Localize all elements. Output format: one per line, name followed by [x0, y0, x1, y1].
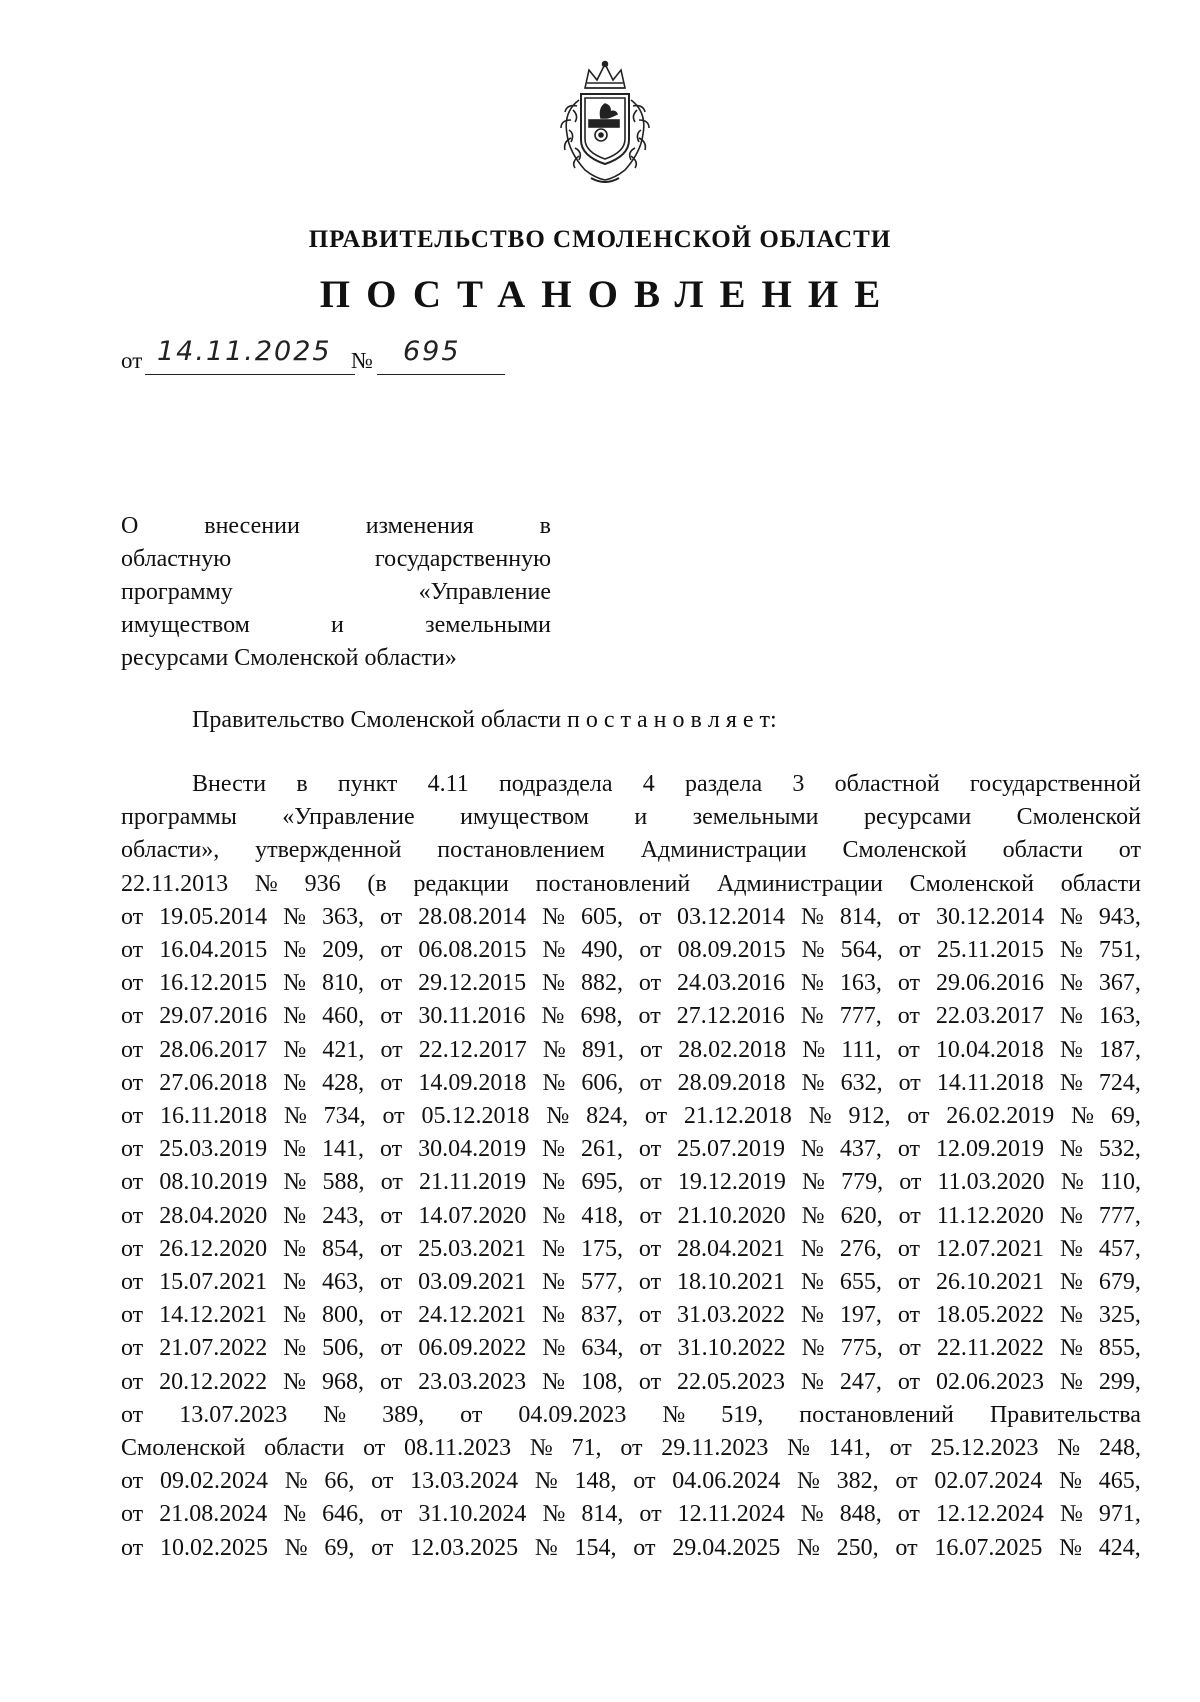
- subject-line: [121, 576, 551, 609]
- resolves-clause: Правительство Смоленской области п о с т а н о в л я е т:: [192, 707, 777, 733]
- number-underline: [377, 374, 505, 375]
- date-label: от: [121, 348, 143, 373]
- subject-word: земельными: [425, 612, 551, 638]
- subject-word: внесении: [204, 513, 300, 539]
- body-line: от 16.04.2015 № 209, от 06.08.2015 № 490, от 08.09.2015 № 564, от 25.11.2015 № 751,: [121, 937, 1141, 964]
- body-line: от 15.07.2021 № 463, от 03.09.2021 № 577, от 18.10.2021 № 655, от 26.10.2021 № 679,: [121, 1269, 1141, 1296]
- subject-word: «Управление: [418, 579, 551, 605]
- body-line: Внести в пункт 4.11 подраздела 4 раздела 3 областной государственной: [192, 771, 1141, 797]
- subject-word: государственную: [374, 546, 551, 572]
- body-line: от 27.06.2018 № 428, от 14.09.2018 № 606, от 28.09.2018 № 632, от 14.11.2018 № 724,: [121, 1069, 1141, 1096]
- subject-word: в: [539, 513, 551, 539]
- body-line: области», утвержденной постановлением Администрации Смоленской области от: [121, 837, 1141, 864]
- handwritten-number: 695: [403, 336, 461, 367]
- body-line: программы «Управление имуществом и земельными ресурсами Смоленской: [121, 804, 1141, 831]
- body-line: 22.11.2013 № 936 (в редакции постановлений Администрации Смоленской области: [121, 870, 1141, 897]
- body-line: от 28.04.2020 № 243, от 14.07.2020 № 418, от 21.10.2020 № 620, от 11.12.2020 № 777,: [121, 1202, 1141, 1229]
- body-line: от 29.07.2016 № 460, от 30.11.2016 № 698, от 27.12.2016 № 777, от 22.03.2017 № 163,: [121, 1003, 1141, 1030]
- subject-line: [121, 609, 551, 642]
- subject-word: имуществом: [121, 612, 250, 638]
- body-line: от 08.10.2019 № 588, от 21.11.2019 № 695, от 19.12.2019 № 779, от 11.03.2020 № 110,: [121, 1169, 1141, 1196]
- body-line: от 21.08.2024 № 646, от 31.10.2024 № 814, от 12.11.2024 № 848, от 12.12.2024 № 971,: [121, 1501, 1141, 1528]
- body-line: от 09.02.2024 № 66, от 13.03.2024 № 148, от 04.06.2024 № 382, от 02.07.2024 № 465,: [121, 1468, 1141, 1495]
- number-label: №: [351, 348, 373, 373]
- body-line: от 26.12.2020 № 854, от 25.03.2021 № 175, от 28.04.2021 № 276, от 12.07.2021 № 457,: [121, 1235, 1141, 1262]
- body-line: от 14.12.2021 № 800, от 24.12.2021 № 837, от 31.03.2022 № 197, от 18.05.2022 № 325,: [121, 1302, 1141, 1329]
- body-line: от 28.06.2017 № 421, от 22.12.2017 № 891, от 28.02.2018 № 111, от 10.04.2018 № 187,: [121, 1036, 1141, 1063]
- subject-word: программу: [121, 579, 233, 605]
- subject-line: [121, 543, 551, 576]
- subject-word: областную: [121, 546, 232, 572]
- document-number-line: [121, 338, 541, 378]
- subject-line: [121, 510, 551, 543]
- handwritten-date: 14.11.2025: [157, 336, 332, 367]
- body-line: от 25.03.2019 № 141, от 30.04.2019 № 261, от 25.07.2019 № 437, от 12.09.2019 № 532,: [121, 1136, 1141, 1163]
- subject-word: ресурсами Смоленской области»: [121, 645, 457, 671]
- body-line: Смоленской области от 08.11.2023 № 71, от 29.11.2023 № 141, от 25.12.2023 № 248,: [121, 1435, 1141, 1462]
- subject-word: и: [331, 612, 344, 638]
- body-line: от 16.11.2018 № 734, от 05.12.2018 № 824, от 21.12.2018 № 912, от 26.02.2019 № 69,: [121, 1103, 1141, 1130]
- body-line: от 20.12.2022 № 968, от 23.03.2023 № 108, от 22.05.2023 № 247, от 02.06.2023 № 299,: [121, 1368, 1141, 1395]
- body-line: от 10.02.2025 № 69, от 12.03.2025 № 154, от 29.04.2025 № 250, от 16.07.2025 № 424,: [121, 1534, 1141, 1561]
- date-underline: [145, 374, 355, 375]
- subject-line: [121, 642, 551, 675]
- body-line: от 21.07.2022 № 506, от 06.09.2022 № 634, от 31.10.2022 № 775, от 22.11.2022 № 855,: [121, 1335, 1141, 1362]
- document-body: [121, 768, 1141, 1565]
- subject-word: О: [121, 513, 139, 539]
- body-line: от 16.12.2015 № 810, от 29.12.2015 № 882, от 24.03.2016 № 163, от 29.06.2016 № 367,: [121, 970, 1141, 997]
- smolensk-coat-of-arms-icon: [555, 60, 655, 187]
- subject-word: изменения: [365, 513, 474, 539]
- document-type-title: ПОСТАНОВЛЕНИЕ: [319, 273, 897, 316]
- body-line: от 19.05.2014 № 363, от 28.08.2014 № 605, от 03.12.2014 № 814, от 30.12.2014 № 943,: [121, 903, 1141, 930]
- document-subject: [121, 510, 551, 675]
- organization-title: ПРАВИТЕЛЬСТВО СМОЛЕНСКОЙ ОБЛАСТИ: [308, 226, 892, 253]
- body-line: от 13.07.2023 № 389, от 04.09.2023 № 519, постановлений Правительства: [121, 1401, 1141, 1428]
